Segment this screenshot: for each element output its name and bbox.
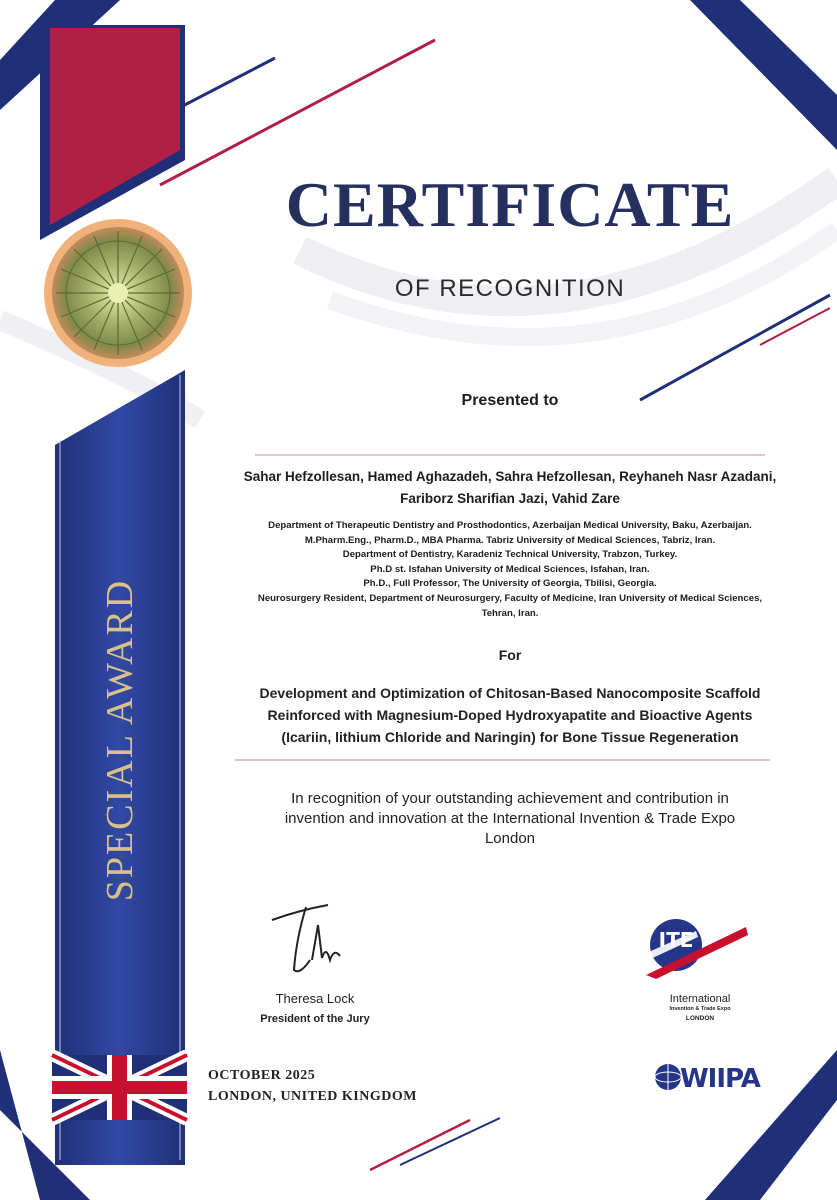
affiliation-line: Department of Therapeutic Dentistry and Prosthodontics, Azerbaijan Medical University, Baku, Azerbaijan. — [268, 520, 752, 531]
recipient-names-line: Sahar Hefzollesan, Hamed Aghazadeh, Sahra Hefzollesan, Reyhaneh Nasr Azadani, — [243, 469, 777, 484]
signatory-name: Theresa Lock — [275, 991, 355, 1006]
project-title-line: (Icariin, lithium Chloride and Naringin) for Bone Tissue Regeneration — [281, 729, 739, 745]
affiliation-line: Department of Dentistry, Karadeniz Technical University, Trabzon, Turkey. — [342, 549, 678, 561]
accent-line — [175, 58, 275, 110]
affiliation-line: M.Pharm.Eng., Pharm.D., MBA Pharma. Tabriz University of Medical Sciences, Tabriz, Iran. — [304, 534, 716, 546]
recognition-line: invention and innovation at the International Invention & Trade Expo — [284, 810, 736, 827]
wiipa-logo-text: WIIPA — [680, 1064, 760, 1094]
accent-line — [160, 40, 435, 185]
corner-band-top-right — [690, 0, 837, 150]
recipient-names — [200, 466, 820, 510]
signatory-role: President of the Jury — [260, 1013, 370, 1025]
ite-logo-line1: International — [669, 993, 731, 1005]
certificate-title: CERTIFICATE — [285, 169, 735, 240]
recipient-names-line: Fariborz Sharifian Jazi, Vahid Zare — [400, 491, 620, 506]
ite-logo-line3: LONDON — [685, 1015, 715, 1022]
affiliation-line: Tehran, Iran. — [481, 607, 539, 619]
hologram-seal-icon — [44, 219, 192, 367]
presented-to-label: Presented to — [461, 392, 559, 409]
ite-logo-line2: Invention & Trade Expo — [669, 1006, 731, 1012]
affiliation-line: Ph.D st. Isfahan University of Medical Sciences, Isfahan, Iran. — [370, 563, 650, 575]
signature-icon — [272, 905, 340, 971]
recognition-line: In recognition of your outstanding achievement and contribution in — [291, 790, 729, 807]
ite-logo-abbr: ITE — [658, 928, 694, 952]
recognition-line: London — [484, 830, 536, 847]
certificate-subtitle: OF RECOGNITION — [394, 275, 626, 302]
project-title — [205, 682, 815, 748]
union-jack-icon — [52, 1055, 187, 1120]
special-award-text: SPECIAL AWARD — [99, 578, 141, 902]
award-date: OCTOBER 2025 — [208, 1068, 316, 1083]
affiliation-line: Neurosurgery Resident, Department of Neurosurgery, Faculty of Medicine, Iran University of Medical Sciences, — [257, 592, 763, 604]
for-label: For — [498, 647, 522, 663]
recognition-statement — [215, 789, 805, 849]
affiliation-line: Ph.D., Full Professor, The University of Georgia, Tbilisi, Georgia. — [363, 578, 657, 590]
affiliations-list — [200, 519, 820, 621]
award-location: LONDON, UNITED KINGDOM — [208, 1089, 417, 1104]
accent-line — [400, 1118, 500, 1165]
project-title-line: Reinforced with Magnesium-Doped Hydroxyapatite and Bioactive Agents — [267, 707, 753, 723]
accent-line — [370, 1120, 470, 1170]
project-title-line: Development and Optimization of Chitosan-Based Nanocomposite Scaffold — [259, 685, 761, 701]
wiipa-logo-icon — [655, 1064, 681, 1090]
